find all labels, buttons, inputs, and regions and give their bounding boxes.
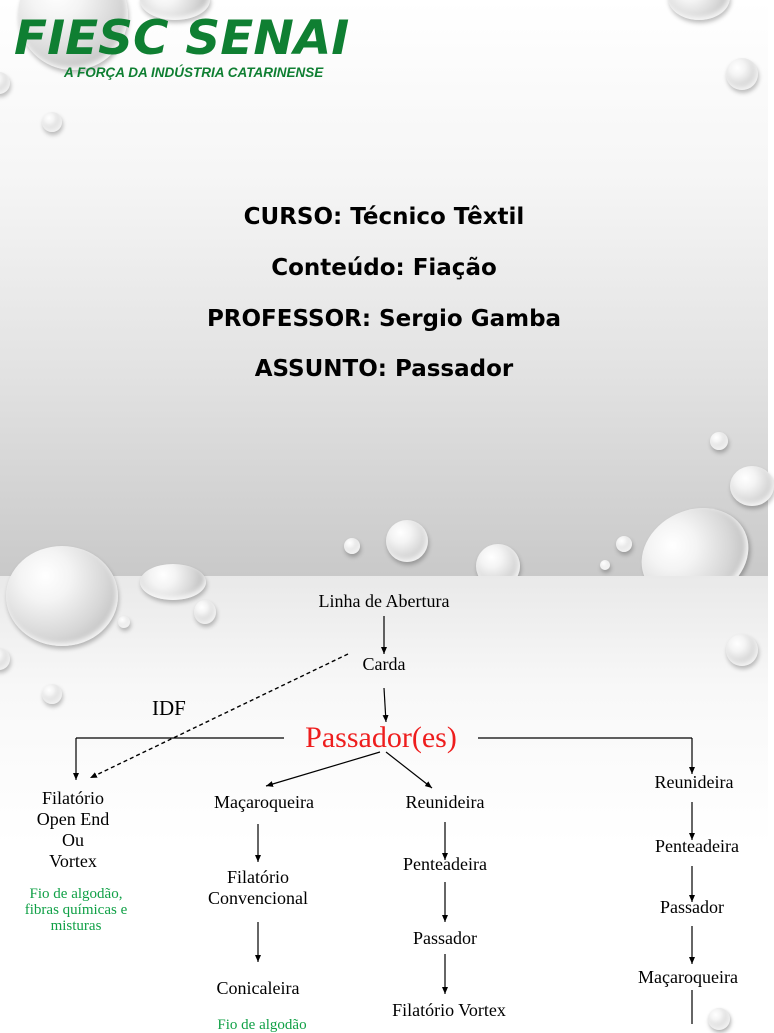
course-line: CURSO: Técnico Têxtil [243,204,525,230]
flowchart-arrows [0,576,768,1024]
node-line: Vortex [49,851,97,871]
water-drop [730,466,774,506]
note-line: fibras químicas e [24,902,128,918]
node-line: Filatório [41,788,104,808]
node-line: Ou [61,830,84,850]
node-passador: Passador [413,928,477,948]
subject-line: ASSUNTO: Passador [254,356,514,382]
node-line: Convencional [208,888,308,908]
idf-dashed-arrow [90,654,348,778]
water-drop [600,560,610,570]
water-drop [710,432,728,450]
note-line: misturas [50,918,102,934]
water-drop [42,112,62,132]
label-idf: IDF [152,696,186,720]
water-drop [0,72,10,94]
node-macaroqueira: Maçaroqueira [214,792,314,812]
node-passador-right: Passador [660,897,724,917]
water-drop [616,536,632,552]
node-conicaleira: Conicaleira [216,978,300,998]
note-partial: Fio de algodão [217,1017,307,1033]
node-filatorio-vortex: Filatório Vortex [392,1000,506,1020]
node-macaroqueira-right: Maçaroqueira [638,967,738,987]
water-drop [344,538,360,554]
node-line: Filatório [226,867,289,887]
arrow-passador-macaroqueira [266,752,380,786]
node-filatorio-convencional [208,867,308,909]
node-linha-de-abertura: Linha de Abertura [318,591,450,611]
note-line: Fio de algodão, [29,886,123,902]
node-reunideira: Reunideira [405,792,485,812]
fiesc-senai-logo [14,10,404,86]
node-filatorio-open-end [37,788,109,872]
arrow-carda-passador [384,688,386,722]
node-reunideira-right: Reunideira [654,772,734,792]
node-penteadeira: Penteadeira [403,854,487,874]
node-passadores: Passador(es) [305,721,457,754]
water-drop [668,0,730,20]
node-penteadeira-right: Penteadeira [655,836,739,856]
arrow-passador-reunideira [386,752,432,788]
content-line: Conteúdo: Fiação [271,255,497,281]
node-carda: Carda [362,654,406,674]
water-drop [386,520,428,562]
logo-tagline: A FORÇA DA INDÚSTRIA CATARINENSE [64,65,324,80]
logo-wordmark: FIESC SENAI [14,11,350,66]
water-drop [708,1008,730,1030]
node-line: Open End [36,809,110,829]
note-open-end [25,886,127,934]
water-drop [726,58,758,90]
professor-line: PROFESSOR: Sergio Gamba [206,306,562,332]
